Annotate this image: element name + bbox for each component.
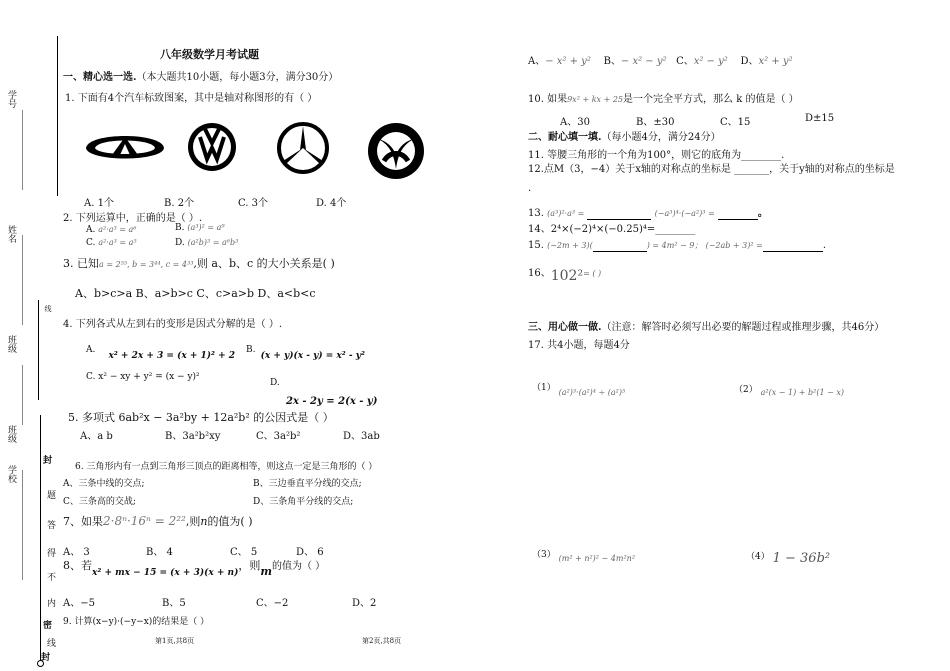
page-title: 八年级数学月考试题 — [160, 48, 259, 61]
q1-option-a[interactable]: A. 1个 — [84, 198, 114, 209]
q13-end: 。 — [757, 208, 768, 219]
q4-stem: 4. 下列各式从左到右的变形是因式分解的是（ ）. — [63, 319, 283, 330]
q17-item-3 — [532, 547, 636, 563]
q8-var: m — [260, 565, 272, 578]
section-1-note: （本大题共10小题，每小题3分，满分30分） — [136, 72, 339, 83]
q3-stem-pre: 3. 已知 — [63, 257, 99, 270]
q11: 11. 等腰三角形的一个角为100°，则它的底角为________. — [528, 150, 785, 161]
q2-option-d[interactable] — [175, 238, 238, 248]
q13-expr-1: (a³)²·a³ = — [547, 209, 585, 218]
q7-option-a[interactable]: A、 3 — [63, 547, 90, 558]
q4-option-c[interactable]: C. x² − xy + y² = (x − y)² — [86, 372, 200, 382]
q15-expr-1: (−2m + 3)( — [547, 241, 593, 250]
q2-stem: 2. 下列运算中，正确的是（ ）. — [63, 213, 203, 224]
q7-stem-mid: ,则 — [185, 515, 201, 528]
label-mi: 密 — [41, 620, 51, 629]
margin-line-top — [57, 36, 58, 196]
margin-line-mid — [38, 300, 39, 400]
mercedes-logo — [276, 121, 330, 175]
q12-cont: . — [528, 183, 532, 194]
q1-option-b[interactable]: B. 2个 — [164, 198, 195, 209]
q7-var: n — [200, 515, 208, 528]
q3-stem-post: ,则 a、b、c 的大小关系是( ) — [193, 257, 335, 270]
q12: 12.点M（3，−4）关于x轴的对称点的坐标是 _______，关于y轴的对称点的坐标是 — [528, 164, 895, 175]
label-feng: 封 — [41, 455, 51, 464]
q15-blank-2[interactable] — [763, 240, 823, 252]
q2-c-label: C. — [86, 238, 96, 248]
q15-blank-1[interactable] — [593, 240, 647, 252]
q3-options[interactable]: A、b>c>a B、a>b>c C、c>a>b D、a<b<c — [75, 287, 316, 300]
q15-expr-3: (−2ab + 3)² = — [705, 241, 763, 250]
infiniti-logo — [82, 124, 168, 168]
q10-option-b[interactable]: B、±30 — [636, 117, 675, 128]
q17-2-label: （2） — [734, 385, 758, 395]
q16-post: = ( ) — [583, 269, 602, 278]
q13-blank-1[interactable] — [587, 208, 651, 220]
q4-a-expr: x² + 2x + 3 = (x + 1)² + 2 — [108, 351, 236, 361]
q7-option-c[interactable]: C、 5 — [230, 547, 258, 558]
q2-b-expr: (a³)² = a⁹ — [187, 223, 225, 232]
label-banji-1: 班级 — [6, 335, 16, 353]
q17-item-1 — [532, 380, 626, 397]
q5-option-d[interactable]: D、3ab — [343, 431, 380, 442]
student-line-2 — [22, 235, 23, 325]
q9-option-d[interactable] — [741, 56, 793, 67]
q9-b-expr: − x² − y² — [620, 56, 667, 67]
q1-stem: 1. 下面有4个汽车标致图案，其中是轴对称图形的有（ ） — [65, 93, 318, 104]
student-line-1 — [22, 110, 23, 190]
q6-option-a[interactable]: A、三条中线的交点; — [63, 479, 145, 489]
q2-option-b[interactable] — [175, 223, 225, 233]
q8-stem-post: 的值为（ ） — [271, 561, 326, 572]
q13-blank-2[interactable] — [718, 208, 758, 220]
q2-c-expr: a²·a³ = a⁵ — [98, 238, 137, 247]
q10-stem — [528, 90, 799, 105]
section-2-heading: 二、耐心填一填. — [528, 132, 602, 143]
q15-end: . — [822, 240, 827, 251]
q17-1-expr: (a²)³·(a²)⁴ ÷ (a²)⁵ — [558, 388, 626, 397]
section-3-note: （注意：解答时必须写出必要的解题过程或推理步骤，共46分） — [601, 322, 885, 333]
q1-option-d[interactable]: D. 4个 — [316, 198, 347, 209]
q2-d-label: D. — [175, 238, 185, 248]
section-1-header — [63, 68, 338, 83]
q4-b-expr: (x + y)(x - y) = x² - y² — [260, 351, 365, 361]
q4-d-label: D. — [270, 378, 280, 388]
section-2-note: （每小题4分，满分24分） — [601, 132, 721, 143]
q7-expr: 2·8ⁿ·16ⁿ = 2²² — [103, 514, 186, 528]
label-banji-2: 班级 — [6, 425, 16, 443]
q8-expr: x² + mx − 15 = (x + 3)(x + n) — [92, 568, 239, 578]
q17-4-label: （4） — [746, 552, 770, 562]
q17-stem: 17. 共4小题，每题4分 — [528, 340, 630, 351]
q8-stem-pre: 8、若 — [63, 559, 92, 572]
footer-right: 第2页,共8页 — [362, 637, 402, 645]
q8-stem — [63, 557, 326, 578]
q1-option-c[interactable]: C. 3个 — [238, 198, 269, 209]
q4-option-b[interactable] — [246, 337, 365, 361]
q16-expr: 102² — [550, 268, 584, 284]
binding-circle — [37, 660, 44, 667]
q17-item-2 — [734, 382, 844, 395]
q6-option-b[interactable]: B、三边垂直平分线的交点; — [253, 479, 362, 489]
q6-option-d[interactable]: D、三条角平分线的交点; — [253, 497, 354, 507]
q4-a-label: A. — [86, 345, 96, 355]
q8-option-c[interactable]: C、−2 — [256, 598, 289, 609]
q10-expr: 9x² + kx + 25 — [567, 95, 624, 104]
q15 — [528, 240, 826, 252]
q17-3-label: （3） — [532, 550, 556, 560]
q2-a-expr: a²·a³ = a⁶ — [98, 225, 137, 234]
label-xuexiao: 学校 — [6, 465, 16, 483]
q4-option-a[interactable] — [86, 337, 236, 361]
q2-option-a[interactable] — [86, 225, 137, 235]
label-ti: 题 — [45, 490, 55, 499]
q4-d-expr: 2x - 2y = 2(x - y) — [286, 396, 378, 407]
q17-4-expr: 1 − 36b² — [772, 551, 831, 566]
q7-stem — [63, 513, 253, 529]
q2-d-expr: (a²b)³ = a⁶b³ — [187, 238, 239, 247]
q9-c-label: C、 — [676, 56, 694, 67]
q13-label: 13. — [528, 208, 544, 219]
q9-options — [528, 52, 793, 67]
q3-stem — [63, 255, 335, 271]
q7-stem-pre: 7、如果 — [63, 515, 103, 528]
label-da: 答 — [45, 520, 55, 529]
q13 — [528, 204, 768, 220]
footer-left: 第1页,共8页 — [155, 637, 195, 645]
label-nei: 内 — [45, 598, 55, 607]
q9-a-label: A、 — [528, 56, 546, 67]
q10-option-c[interactable]: C、15 — [720, 117, 751, 128]
q8-option-b[interactable]: B、5 — [162, 598, 186, 609]
dongfeng-logo — [364, 121, 428, 181]
q16-label: 16、 — [528, 268, 551, 279]
q9-b-label: B、 — [603, 56, 621, 67]
q5-option-b[interactable]: B、3a²b²xy — [165, 431, 221, 442]
q9-stem: 9. 计算(x−y)·(−y−x)的结果是（ ） — [63, 617, 210, 627]
q17-2-expr: a²(x − 1) + b²(1 − x) — [760, 388, 844, 397]
student-line-4 — [22, 470, 23, 580]
q9-option-c[interactable] — [676, 56, 728, 67]
q9-option-a[interactable] — [528, 56, 591, 67]
q8-option-a[interactable]: A、−5 — [63, 598, 95, 609]
volkswagen-logo — [186, 121, 238, 173]
q15-label: 15. — [528, 240, 544, 251]
q6-stem: 6. 三角形内有一点到三角形三顶点的距离相等，则这点一定是三角形的（ ） — [75, 462, 378, 472]
q8-option-d[interactable]: D、2 — [352, 598, 377, 609]
q15-expr-2: ) = 4m² − 9； — [646, 241, 703, 250]
section-3-header — [528, 318, 884, 333]
q17-item-4 — [746, 548, 831, 566]
q4-b-label: B. — [246, 345, 256, 355]
q5-option-c[interactable]: C、3a²b² — [256, 431, 301, 442]
q2-option-c[interactable] — [86, 238, 137, 248]
q7-option-d[interactable]: D、 6 — [296, 547, 324, 558]
q7-stem-post: 的值为( ) — [207, 515, 253, 528]
q2-a-label: A. — [86, 225, 96, 235]
q8-stem-mid: ，则 — [238, 559, 261, 572]
q13-expr-2: (−a³)⁴·(−a²)³ = — [654, 209, 715, 218]
q9-d-label: D、 — [740, 56, 759, 67]
section-2-header — [528, 128, 721, 143]
label-xingming: 姓名 — [6, 225, 16, 243]
label-bu: 不 — [45, 572, 55, 581]
q5-option-a[interactable]: A、a b — [80, 431, 113, 442]
section-3-heading: 三、用心做一做. — [528, 322, 602, 333]
q17-1-label: （1） — [532, 383, 556, 393]
q16 — [528, 264, 602, 284]
q9-option-b[interactable] — [604, 56, 667, 67]
q10-option-a[interactable]: A、30 — [560, 117, 590, 128]
label-xian: 线 — [45, 638, 55, 647]
q9-c-expr: x² − y² — [693, 56, 728, 67]
q10-option-d[interactable]: D±15 — [805, 113, 835, 124]
label-feng-bottom: 封 — [39, 652, 49, 661]
q6-option-c[interactable]: C、三条高的交战; — [63, 497, 136, 507]
q17-3-expr: (m² + n²)² − 4m²n² — [558, 554, 636, 563]
q9-d-expr: x² + y² — [758, 56, 793, 67]
q14: 14、2⁴×(−2)⁴×(−0.25)⁴=________ — [528, 224, 696, 235]
label-small-xian: 线 — [44, 305, 52, 312]
label-xuehao: 学号 — [6, 90, 16, 108]
q2-b-label: B. — [175, 223, 185, 233]
q4-option-d[interactable] — [270, 370, 377, 408]
q5-stem: 5. 多项式 6ab²x − 3a²by + 12a²b² 的公因式是（ ） — [68, 411, 334, 424]
label-de: 得 — [45, 548, 55, 557]
student-line-3 — [22, 365, 23, 425]
q3-expr: a = 2⁵⁵, b = 3⁴⁴, c = 4³³ — [99, 260, 194, 269]
q10-stem-pre: 10. 如果 — [528, 94, 568, 105]
q9-a-expr: − x² + y² — [545, 56, 591, 67]
section-1-heading: 一、精心选一选. — [63, 72, 137, 83]
q10-stem-post: 是一个完全平方式，那么 k 的值是（ ） — [623, 94, 799, 105]
q7-option-b[interactable]: B、 4 — [146, 547, 173, 558]
